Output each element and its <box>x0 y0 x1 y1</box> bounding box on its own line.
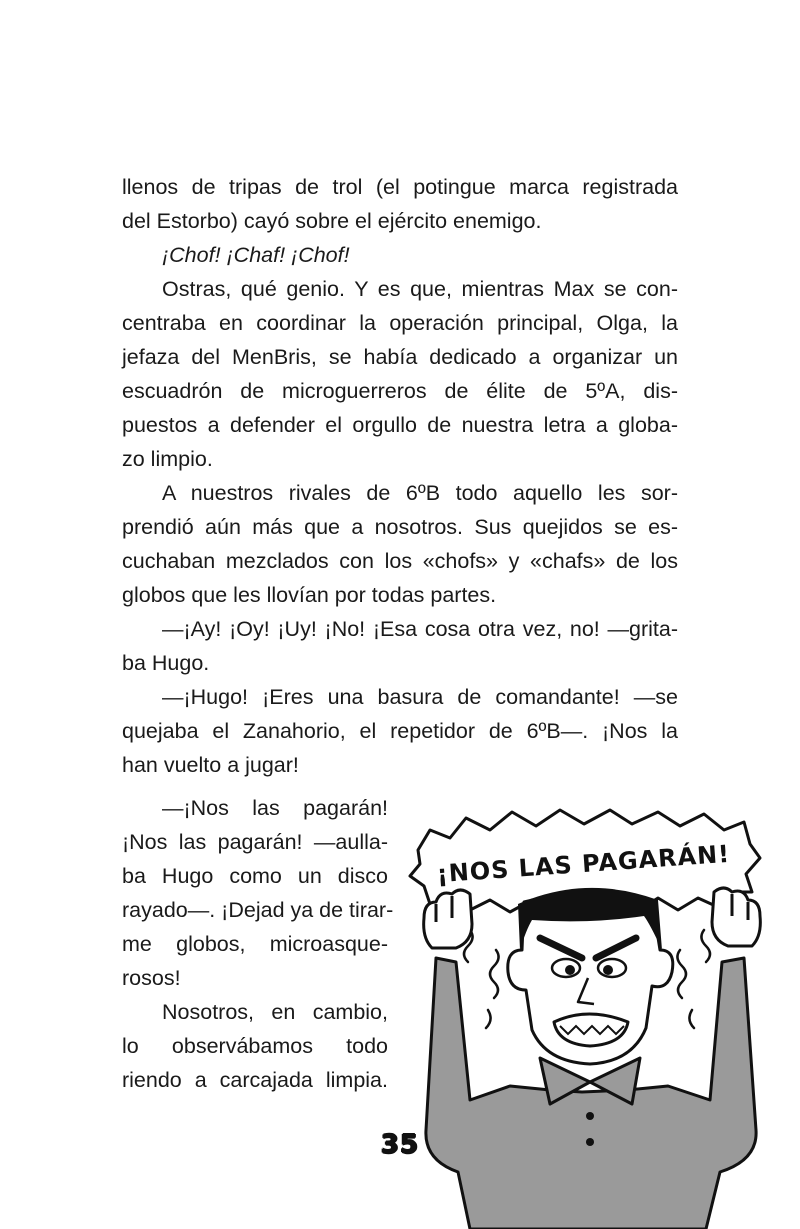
text-line: cuchaban mezclados con los «chofs» y «chafs» de los <box>122 549 678 573</box>
text-line: —¡Ay! ¡Oy! ¡Uy! ¡No! ¡Esa cosa otra vez, no! —grita- <box>162 617 678 641</box>
text-line: prendió aún más que a nosotros. Sus quejidos se es- <box>122 515 678 539</box>
page-number: 35 <box>380 1130 420 1160</box>
text-line: ba Hugo como un disco <box>122 864 388 888</box>
text-line: zo limpio. <box>122 447 213 471</box>
text-line: llenos de tripas de trol (el potingue marca registrada <box>122 175 678 199</box>
right-fist <box>712 888 760 946</box>
text-line: lo observábamos todo <box>122 1034 388 1058</box>
text-line: riendo a carcajada limpia. <box>122 1068 388 1092</box>
text-line: puestos a defender el orgullo de nuestra letra a globa- <box>122 413 678 437</box>
text-line: escuadrón de microguerreros de élite de 5ºA, dis- <box>122 379 678 403</box>
speech-bubble-text: ¡NOS LAS PAGARÁN! <box>435 839 732 889</box>
text-line: me globos, microasque- <box>122 932 388 956</box>
text-line: rosos! <box>122 966 181 990</box>
text-line: quejaba el Zanahorio, el repetidor de 6ºB—. ¡Nos la <box>122 719 678 743</box>
text-line: Nosotros, en cambio, <box>162 1000 388 1024</box>
text-line: globos que les llovían por todas partes. <box>122 583 497 607</box>
text-line: han vuelto a jugar! <box>122 753 299 777</box>
text-line: —¡Nos las pagarán! <box>162 796 388 820</box>
text-line: ¡Chof! ¡Chaf! ¡Chof! <box>162 243 350 267</box>
text-line: jefaza del MenBris, se había dedicado a organizar un <box>122 345 678 369</box>
text-line: centraba en coordinar la operación principal, Olga, la <box>122 311 678 335</box>
text-line: Ostras, qué genio. Y es que, mientras Max se con- <box>162 277 678 301</box>
text-line: A nuestros rivales de 6ºB todo aquello les sor- <box>162 481 678 505</box>
text-line: ba Hugo. <box>122 651 210 675</box>
text-line: —¡Hugo! ¡Eres una basura de comandante! —se <box>162 685 678 709</box>
text-line: del Estorbo) cayó sobre el ejército enemigo. <box>122 209 542 233</box>
angry-hugo-illustration <box>400 800 800 1229</box>
text-line: rayado—. ¡Dejad ya de tirar- <box>122 898 394 922</box>
text-line: ¡Nos las pagarán! —aulla- <box>122 830 388 854</box>
